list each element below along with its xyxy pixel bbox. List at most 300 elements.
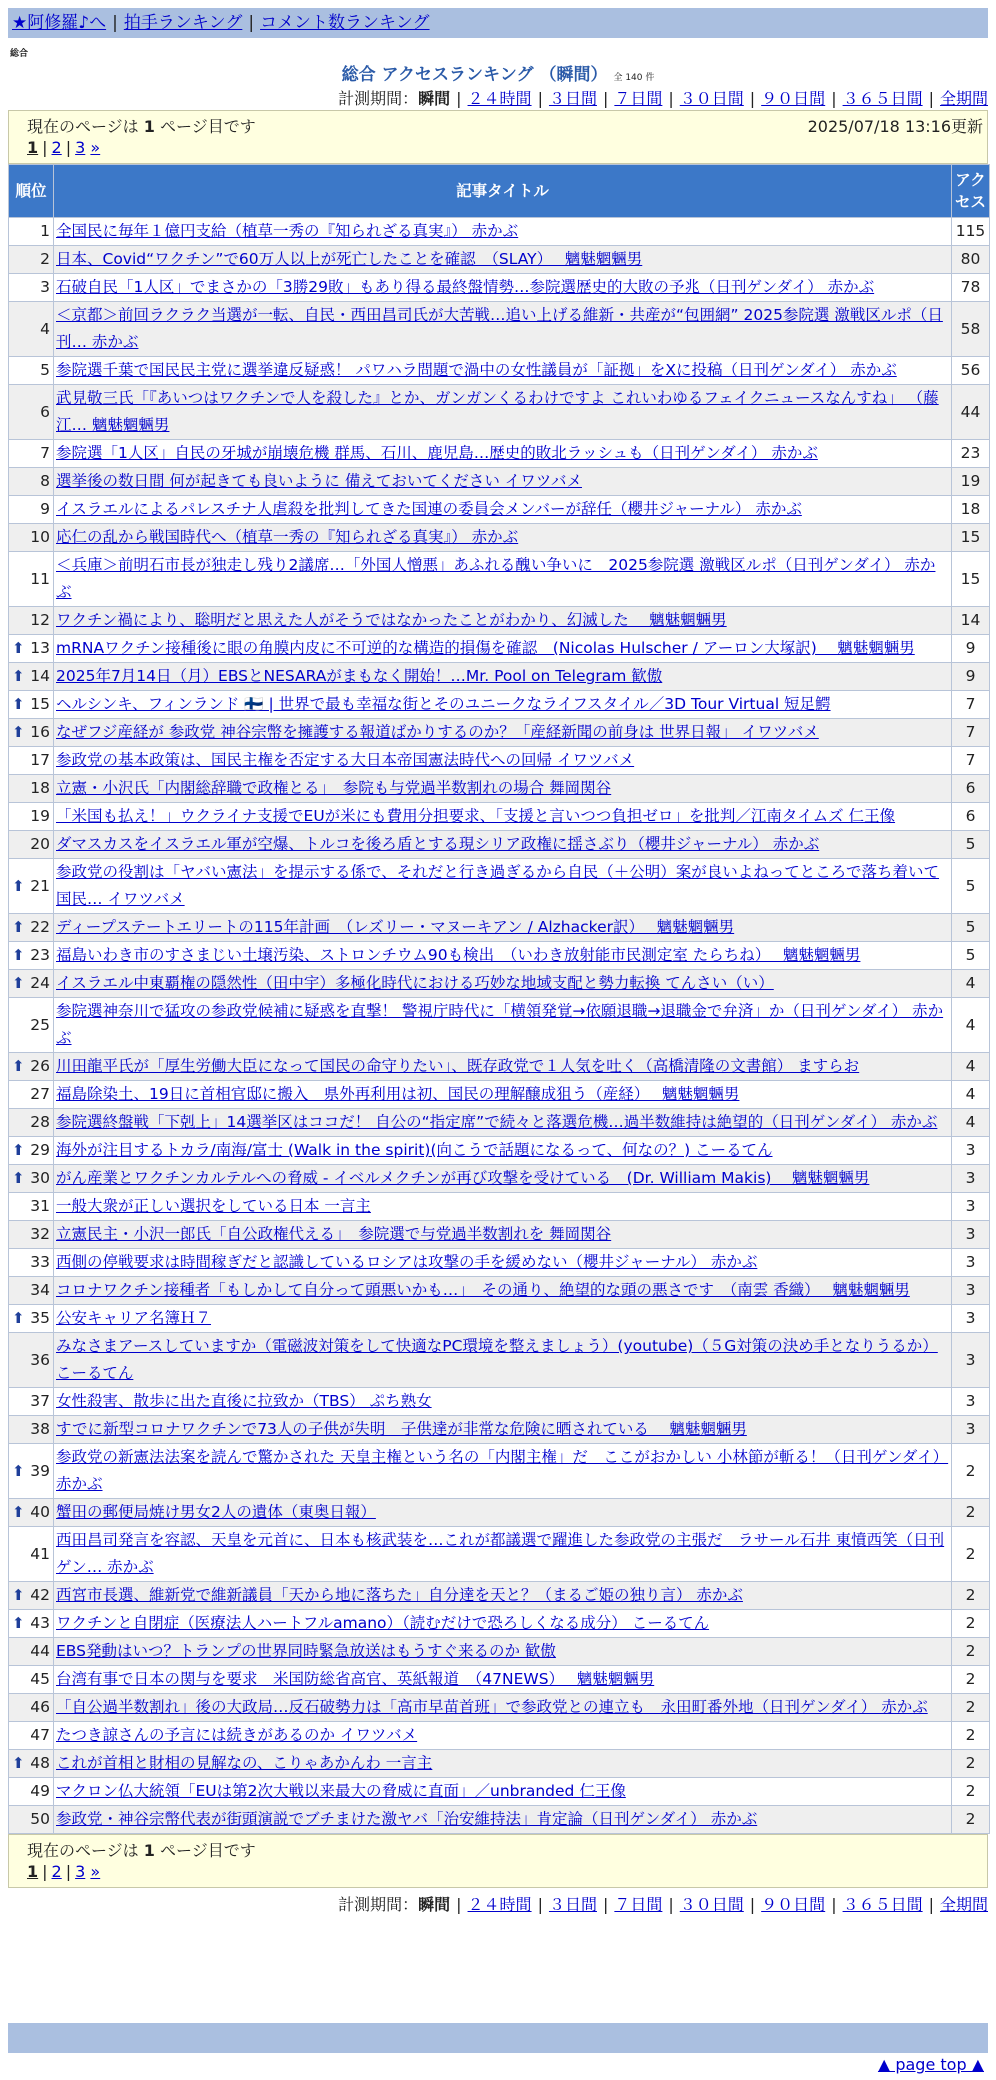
page-info-number: 1 bbox=[143, 117, 155, 136]
article-title-link[interactable]: ＜兵庫＞前明石市長が独走し残り2議席…「外国人憎悪」あふれる醜い争いに 2025参院選 激戦区ルポ（日刊ゲンダイ） 赤かぶ bbox=[56, 556, 936, 601]
current-page-text bbox=[27, 114, 256, 137]
rank-number: 31 bbox=[30, 1197, 50, 1215]
title-cell bbox=[54, 1582, 952, 1610]
rank-number: 3 bbox=[40, 278, 50, 296]
table-row bbox=[9, 1750, 990, 1778]
article-title-link[interactable]: 日本、Covid“ワクチン”で60万人以上が死亡したことを確認 （SLAY） 魑魅魍魎男 bbox=[56, 250, 643, 268]
article-title-link[interactable]: ＜京都＞前回ラクラク当選が一転、自民・西田昌司氏が大苦戦…追い上げる維新・共産が“包囲網” 2025参院選 激戦区ルポ（日刊… 赤かぶ bbox=[56, 306, 943, 351]
up-arrow-icon: ⬆ bbox=[12, 1141, 25, 1159]
rank-cell bbox=[9, 1722, 54, 1750]
pager-page[interactable]: 2 bbox=[51, 1862, 62, 1881]
rank-cell bbox=[9, 635, 54, 663]
title-cell bbox=[54, 524, 952, 552]
rank-cell bbox=[9, 1444, 54, 1499]
title-cell bbox=[54, 1249, 952, 1277]
article-title-link[interactable]: 一般大衆が正しい選択をしている日本 一言主 bbox=[56, 1197, 371, 1215]
page-info-number: 1 bbox=[143, 1841, 155, 1860]
title-cell bbox=[54, 1527, 952, 1582]
access-count: 3 bbox=[952, 1277, 990, 1305]
article-title-link[interactable]: 全国民に毎年１億円支給（植草一秀の『知られざる真実』） 赤かぶ bbox=[56, 222, 519, 240]
pager-page: 1 bbox=[27, 1862, 39, 1881]
table-row bbox=[9, 747, 990, 775]
table-row bbox=[9, 552, 990, 607]
up-arrow-icon: ⬆ bbox=[12, 1503, 25, 1521]
rank-cell bbox=[9, 246, 54, 274]
title-cell bbox=[54, 1277, 952, 1305]
access-count: 3 bbox=[952, 1388, 990, 1416]
pager-separator: | bbox=[65, 138, 72, 157]
article-title-link[interactable]: 西宮市長選、維新党で維新議員「天から地に落ちた」自分達を天と？（まるご姫の独り言） 赤かぶ bbox=[56, 1586, 743, 1604]
article-title-link[interactable]: 公安キャリア名簿Ｈ７ bbox=[56, 1309, 212, 1327]
article-title-link[interactable]: これが首相と財相の見解なの、こりゃあかんわ 一言主 bbox=[56, 1754, 433, 1772]
page-info-prefix: 現在のページは bbox=[27, 117, 139, 136]
period-option[interactable]: ９０日間 bbox=[761, 1895, 826, 1914]
title-cell bbox=[54, 246, 952, 274]
access-count: 15 bbox=[952, 524, 990, 552]
rank-number: 38 bbox=[30, 1420, 50, 1438]
period-option: 瞬間 bbox=[418, 89, 451, 108]
article-title-link[interactable]: 蟹田の郵便局焼け男女2人の遺体（東奥日報） bbox=[56, 1503, 376, 1521]
article-title-link[interactable]: コロナワクチン接種者「もしかして自分って頭悪いかも…」 その通り、絶望的な頭の悪さです （南雲 香織） 魑魅魍魎男 bbox=[56, 1281, 910, 1299]
article-title-link[interactable]: 参院選「1人区」自民の牙城が崩壊危機 群馬、石川、鹿児島…歴史的敗北ラッシュも（日刊ゲンダイ） 赤かぶ bbox=[56, 444, 818, 462]
rank-cell bbox=[9, 1109, 54, 1137]
total-count: 全 140 件 bbox=[613, 73, 655, 83]
access-count: 3 bbox=[952, 1221, 990, 1249]
title-cell bbox=[54, 1165, 952, 1193]
table-row bbox=[9, 496, 990, 524]
pager-bottom bbox=[27, 1862, 100, 1881]
pager-page[interactable]: 3 bbox=[75, 138, 86, 157]
title-cell bbox=[54, 1081, 952, 1109]
pager-page[interactable]: 2 bbox=[51, 138, 62, 157]
period-option[interactable]: ３日間 bbox=[548, 1895, 597, 1914]
period-separator: | bbox=[602, 1895, 609, 1914]
article-title-link[interactable]: ワクチンと自閉症（医療法人ハートフルamano）（読むだけで恐ろしくなる成分） こーるてん bbox=[56, 1614, 710, 1632]
article-title-link[interactable]: 武見敬三氏「『あいつはワクチンで人を殺した』とか、ガンガンくるわけですよ これいわゆるフェイクニュースなんすね」 （藤江… 魑魅魍魎男 bbox=[56, 389, 939, 434]
period-separator: | bbox=[537, 89, 543, 108]
title-cell bbox=[54, 859, 952, 914]
up-arrow-icon: ⬆ bbox=[12, 946, 25, 964]
rank-cell bbox=[9, 1806, 54, 1834]
period-separator: | bbox=[831, 1895, 837, 1914]
rank-number: 49 bbox=[30, 1782, 50, 1800]
title-cell bbox=[54, 1109, 952, 1137]
table-row bbox=[9, 1388, 990, 1416]
article-title-link[interactable]: 西田昌司発言を容認、天皇を元首に、日本も核武装を…これが都議選で躍進した参政党の主張だ ラサール石井 東憤西笑（日刊ゲン… 赤かぶ bbox=[56, 1531, 945, 1576]
article-title-link[interactable]: がん産業とワクチンカルテルへの脅威 - イベルメクチンが再び攻撃を受けている (Dr. William Makis) 魑魅魍魎男 bbox=[56, 1169, 870, 1187]
access-count: 2 bbox=[952, 1778, 990, 1806]
period-separator: | bbox=[668, 89, 674, 108]
rank-number: 4 bbox=[40, 319, 50, 338]
rank-number: 15 bbox=[30, 695, 50, 713]
table-row bbox=[9, 440, 990, 468]
table-row bbox=[9, 607, 990, 635]
rank-cell bbox=[9, 1249, 54, 1277]
access-count: 80 bbox=[952, 246, 990, 274]
table-row bbox=[9, 218, 990, 246]
rank-cell bbox=[9, 1750, 54, 1778]
table-row bbox=[9, 357, 990, 385]
title-cell bbox=[54, 1305, 952, 1333]
article-title-link[interactable]: 福島いわき市のすさまじい土壌汚染、ストロンチウム90も検出 （いわき放射能市民測定室 たらちね） 魑魅魍魎男 bbox=[56, 946, 861, 964]
title-cell bbox=[54, 1638, 952, 1666]
rank-number: 40 bbox=[30, 1503, 50, 1521]
access-count: 23 bbox=[952, 440, 990, 468]
article-title-link[interactable]: ワクチン禍により、聡明だと思えた人がそうではなかったことがわかり、幻滅した 魑魅魍魎男 bbox=[56, 611, 727, 629]
page-info-prefix: 現在のページは bbox=[27, 1841, 139, 1860]
article-title-link[interactable]: マクロン仏大統領「EUは第2次大戦以来最大の脅威に直面」／unbranded 仁王像 bbox=[56, 1782, 626, 1800]
table-row bbox=[9, 1081, 990, 1109]
table-row bbox=[9, 1277, 990, 1305]
access-count: 14 bbox=[952, 607, 990, 635]
access-count: 5 bbox=[952, 942, 990, 970]
article-title-link[interactable]: 選挙後の数日間 何が起きても良いように 備えておいてください イワツバメ bbox=[56, 472, 582, 490]
title-cell bbox=[54, 1666, 952, 1694]
article-title-link[interactable]: 西側の停戦要求は時間稼ぎだと認識しているロシアは攻撃の手を緩めない（櫻井ジャーナル） 赤かぶ bbox=[56, 1253, 758, 1271]
updated-timestamp: 2025/07/18 13:16更新 bbox=[807, 117, 983, 136]
access-count: 18 bbox=[952, 496, 990, 524]
article-title-link[interactable]: 2025年7月14日（月）EBSとNESARAがまもなく開始！…Mr. Pool on Telegram 歓傲 bbox=[56, 667, 663, 685]
up-arrow-icon: ⬆ bbox=[12, 1461, 25, 1480]
article-title-link[interactable]: イスラエル中東覇権の隠然性（田中宇）多極化時代における巧妙な地域支配と勢力転換 てんさい（い） bbox=[56, 974, 774, 992]
access-count: 5 bbox=[952, 914, 990, 942]
article-title-link[interactable]: イスラエルによるパレスチナ人虐殺を批判してきた国連の委員会メンバーが辞任（櫻井ジャーナル） 赤かぶ bbox=[56, 500, 802, 518]
rank-number: 33 bbox=[30, 1253, 50, 1271]
page-info-top bbox=[8, 110, 988, 164]
period-option[interactable]: ３６５日間 bbox=[842, 89, 923, 108]
article-title-link[interactable]: 立憲民主・小沢一郎氏「自公政権代える」 参院選で与党過半数割れを 舞岡関谷 bbox=[56, 1225, 612, 1243]
article-title-link[interactable]: 応仁の乱から戦国時代へ（植草一秀の『知られざる真実』） 赤かぶ bbox=[56, 528, 519, 546]
table-row bbox=[9, 1610, 990, 1638]
period-option[interactable]: 全期間 bbox=[939, 89, 988, 108]
rank-cell bbox=[9, 747, 54, 775]
period-separator: | bbox=[537, 1895, 543, 1914]
title-cell bbox=[54, 607, 952, 635]
rank-cell bbox=[9, 552, 54, 607]
rank-cell bbox=[9, 942, 54, 970]
article-title-link[interactable]: ダマスカスをイスラエル軍が空爆、トルコを後ろ盾とする現シリア政権に揺さぶり（櫻井ジャーナル） 赤かぶ bbox=[56, 835, 820, 853]
table-row bbox=[9, 719, 990, 747]
rank-number: 42 bbox=[30, 1586, 50, 1604]
article-title-link[interactable]: 石破自民「1人区」でまさかの「3勝29敗」もあり得る最終盤情勢…参院選歴史的大敗の予兆（日刊ゲンダイ） 赤かぶ bbox=[56, 278, 875, 296]
rank-number: 36 bbox=[30, 1350, 50, 1369]
article-title-link[interactable]: すでに新型コロナワクチンで73人の子供が失明 子供達が非常な危険に晒されている 魑魅魍魎男 bbox=[56, 1420, 747, 1438]
table-row bbox=[9, 914, 990, 942]
rank-number: 12 bbox=[30, 611, 50, 629]
rank-number: 23 bbox=[30, 946, 50, 964]
rank-number: 26 bbox=[30, 1057, 50, 1075]
table-row bbox=[9, 1221, 990, 1249]
title-cell bbox=[54, 719, 952, 747]
period-separator: | bbox=[456, 1895, 462, 1914]
article-title-link[interactable]: 海外が注目するトカラ/南海/富士 (Walk in the spirit)(向こうで話題になるって、何なの？) こーるてん bbox=[56, 1141, 773, 1159]
pager-next[interactable]: » bbox=[90, 1862, 101, 1881]
rank-number: 37 bbox=[30, 1392, 50, 1410]
rank-number: 18 bbox=[30, 779, 50, 797]
article-title-link[interactable]: たつき諒さんの予言には続きがあるのか イワツバメ bbox=[56, 1726, 418, 1744]
rank-cell bbox=[9, 914, 54, 942]
period-selector-top bbox=[338, 86, 988, 109]
rank-number: 43 bbox=[30, 1614, 50, 1632]
period-label: 計測期間： bbox=[338, 1895, 419, 1914]
period-option[interactable]: ３６５日間 bbox=[842, 1895, 923, 1914]
rank-cell bbox=[9, 496, 54, 524]
rank-cell bbox=[9, 1081, 54, 1109]
ranking-table bbox=[8, 164, 990, 1834]
title-cell bbox=[54, 1221, 952, 1249]
access-count: 3 bbox=[952, 1416, 990, 1444]
comment-ranking-link[interactable]: コメント数ランキング bbox=[260, 13, 430, 33]
access-count: 6 bbox=[952, 775, 990, 803]
clap-ranking-link[interactable]: 拍手ランキング bbox=[123, 13, 243, 33]
rank-cell bbox=[9, 1610, 54, 1638]
rank-cell bbox=[9, 607, 54, 635]
rank-cell bbox=[9, 691, 54, 719]
article-title-link[interactable]: EBS発動はいつ？トランプの世界同時緊急放送はもうすぐ来るのか 歓傲 bbox=[56, 1642, 556, 1660]
access-count: 115 bbox=[952, 218, 990, 246]
title-cell bbox=[54, 635, 952, 663]
article-title-link[interactable]: 台湾有事で日本の関与を要求 米国防総省高官、英紙報道 （47NEWS） 魑魅魍魎男 bbox=[56, 1670, 655, 1688]
table-row bbox=[9, 1638, 990, 1666]
table-row bbox=[9, 1109, 990, 1137]
access-count: 4 bbox=[952, 1081, 990, 1109]
period-option[interactable]: ３０日間 bbox=[679, 1895, 744, 1914]
rank-cell bbox=[9, 1778, 54, 1806]
pager-top bbox=[27, 138, 100, 157]
title-cell bbox=[54, 1053, 952, 1081]
rank-number: 34 bbox=[30, 1281, 50, 1299]
pager-separator: | bbox=[42, 1862, 48, 1881]
title-cell bbox=[54, 1333, 952, 1388]
pager-page[interactable]: 3 bbox=[75, 1862, 86, 1881]
article-title-link[interactable]: 「自公過半数割れ」後の大政局…反石破勢力は「高市早苗首班」で参政党との連立も 永田町番外地（日刊ゲンダイ） 赤かぶ bbox=[56, 1698, 928, 1716]
table-row bbox=[9, 831, 990, 859]
page-info-suffix: ページ目です bbox=[160, 1841, 256, 1860]
article-title-link[interactable]: 参政党の役割は「ヤバい憲法」を提示する係で、それだと行き過ぎるから自民（＋公明）案が良いよねってところで落ち着いて国民… イワツバメ bbox=[56, 863, 940, 908]
rank-cell bbox=[9, 1582, 54, 1610]
site-label: 総合 bbox=[10, 49, 29, 59]
period-option[interactable]: ３日間 bbox=[548, 89, 597, 108]
up-arrow-icon: ⬆ bbox=[12, 974, 25, 992]
access-count: 3 bbox=[952, 1137, 990, 1165]
rank-column-header: 順位 bbox=[9, 165, 54, 218]
rank-number: 50 bbox=[30, 1810, 50, 1828]
pager-separator: | bbox=[65, 1862, 72, 1881]
title-cell bbox=[54, 1193, 952, 1221]
article-title-link[interactable]: 参政党の新憲法法案を読んで驚かされた 天皇主権という名の「内閣主権」だ ここがおかしい 小林節が斬る！（日刊ゲンダイ） 赤かぶ bbox=[56, 1448, 949, 1493]
page-info-suffix: ページ目です bbox=[160, 117, 256, 136]
up-arrow-icon: ⬆ bbox=[12, 1309, 25, 1327]
rank-cell bbox=[9, 998, 54, 1053]
period-separator: | bbox=[456, 89, 462, 108]
table-row bbox=[9, 635, 990, 663]
access-count: 9 bbox=[952, 635, 990, 663]
title-column-header: 記事タイトル bbox=[54, 165, 952, 218]
period-separator: | bbox=[831, 89, 837, 108]
access-count: 7 bbox=[952, 691, 990, 719]
table-row bbox=[9, 859, 990, 914]
period-separator: | bbox=[928, 1895, 934, 1914]
access-count: 4 bbox=[952, 1109, 990, 1137]
article-title-link[interactable]: 福島除染土、19日に首相官邸に搬入 県外再利用は初、国民の理解醸成狙う（産経） 魑魅魍魎男 bbox=[56, 1085, 740, 1103]
rank-number: 29 bbox=[30, 1141, 50, 1159]
access-count: 2 bbox=[952, 1499, 990, 1527]
table-row bbox=[9, 385, 990, 440]
table-row bbox=[9, 468, 990, 496]
rank-cell bbox=[9, 1527, 54, 1582]
table-row bbox=[9, 274, 990, 302]
title-cell bbox=[54, 831, 952, 859]
title-cell bbox=[54, 998, 952, 1053]
article-title-link[interactable]: 参院選千葉で国民民主党に選挙違反疑惑！ パワハラ問題で渦中の女性議員が「証拠」をXに投稿（日刊ゲンダイ） 赤かぶ bbox=[56, 361, 897, 379]
rank-number: 14 bbox=[30, 667, 50, 685]
title-cell bbox=[54, 747, 952, 775]
rank-number: 11 bbox=[30, 569, 50, 588]
rank-number: 13 bbox=[30, 639, 50, 657]
article-title-link[interactable]: みなさまアースしていますか（電磁波対策をして快適なPC環境を整えましょう）(youtube)（５G対策の決め手となりうるか） こーるてん bbox=[56, 1337, 938, 1382]
rank-cell bbox=[9, 1053, 54, 1081]
title-cell bbox=[54, 496, 952, 524]
access-count: 15 bbox=[952, 552, 990, 607]
access-count: 2 bbox=[952, 1666, 990, 1694]
title-cell bbox=[54, 1499, 952, 1527]
access-count: 5 bbox=[952, 831, 990, 859]
table-row bbox=[9, 1053, 990, 1081]
table-row bbox=[9, 302, 990, 357]
table-row bbox=[9, 1193, 990, 1221]
access-count: 2 bbox=[952, 1582, 990, 1610]
title-cell bbox=[54, 1778, 952, 1806]
title-cell bbox=[54, 1388, 952, 1416]
rank-cell bbox=[9, 1165, 54, 1193]
title-cell bbox=[54, 942, 952, 970]
rank-cell bbox=[9, 302, 54, 357]
access-count: 19 bbox=[952, 468, 990, 496]
article-title-link[interactable]: 「米国も払え！」ウクライナ支援でEUが米にも費用分担要求、「支援と言いつつ負担ゼロ」を批判／江南タイムズ 仁王像 bbox=[56, 807, 896, 825]
rank-cell bbox=[9, 385, 54, 440]
period-option[interactable]: ２４時間 bbox=[467, 1895, 532, 1914]
article-title-link[interactable]: 参院選神奈川で猛攻の参政党候補に疑惑を直撃！ 警視庁時代に「横領発覚→依願退職→退職金で弁済」か（日刊ゲンダイ） 赤かぶ bbox=[56, 1002, 944, 1047]
page-info-bottom bbox=[8, 1834, 988, 1888]
up-arrow-icon: ⬆ bbox=[12, 876, 25, 895]
article-title-link[interactable]: 立憲・小沢氏「内閣総辞職で政権とる」 参院も与党過半数割れの場合 舞岡関谷 bbox=[56, 779, 612, 797]
period-option[interactable]: 全期間 bbox=[939, 1895, 988, 1914]
access-count: 4 bbox=[952, 998, 990, 1053]
table-row bbox=[9, 691, 990, 719]
access-count: 2 bbox=[952, 1722, 990, 1750]
ranking-header-row bbox=[9, 165, 990, 218]
rank-cell bbox=[9, 274, 54, 302]
title-cell bbox=[54, 1722, 952, 1750]
title-cell bbox=[54, 775, 952, 803]
access-count: 7 bbox=[952, 747, 990, 775]
period-separator: | bbox=[749, 1895, 756, 1914]
rank-cell bbox=[9, 524, 54, 552]
access-count: 2 bbox=[952, 1610, 990, 1638]
table-row bbox=[9, 1416, 990, 1444]
rank-cell bbox=[9, 1277, 54, 1305]
article-title-link[interactable]: 参政党・神谷宗幣代表が街頭演説でブチまけた激ヤバ「治安維持法」肯定論（日刊ゲンダイ） 赤かぶ bbox=[56, 1810, 758, 1828]
count-column-header: アクセス bbox=[952, 165, 990, 218]
access-count: 5 bbox=[952, 859, 990, 914]
pager-next[interactable]: » bbox=[90, 138, 101, 157]
article-title-link[interactable]: 参政党の基本政策は、国民主権を否定する大日本帝国憲法時代への回帰 イワツバメ bbox=[56, 751, 635, 769]
title-cell bbox=[54, 1137, 952, 1165]
access-count: 4 bbox=[952, 1053, 990, 1081]
article-title-link[interactable]: ヘルシンキ、フィンランド 🇫🇮 | 世界で最も幸福な街とそのユニークなライフスタイル／3D Tour Virtual 短足鰐 bbox=[56, 695, 831, 713]
period-separator: | bbox=[602, 89, 609, 108]
period-option[interactable]: ３０日間 bbox=[679, 89, 744, 108]
period-option[interactable]: ９０日間 bbox=[761, 89, 826, 108]
rank-number: 17 bbox=[30, 751, 50, 769]
article-title-link[interactable]: 参院選終盤戦「下剋上」14選挙区はココだ！ 自公の“指定席”で続々と落選危機…過半数維持は絶望的（日刊ゲンダイ） 赤かぶ bbox=[56, 1113, 938, 1131]
table-row bbox=[9, 775, 990, 803]
current-page-text-bottom bbox=[27, 1838, 256, 1861]
table-row bbox=[9, 1722, 990, 1750]
article-title-link[interactable]: なぜフジ産経が 参政党 神谷宗幣を擁護する報道ばかりするのか？「産経新聞の前身は 世界日報」 イワツバメ bbox=[56, 723, 819, 741]
rank-cell bbox=[9, 218, 54, 246]
rank-number: 25 bbox=[30, 1015, 50, 1034]
access-count: 44 bbox=[952, 385, 990, 440]
title-cell bbox=[54, 385, 952, 440]
period-option: 瞬間 bbox=[418, 1895, 451, 1914]
rank-cell bbox=[9, 970, 54, 998]
period-option[interactable]: ７日間 bbox=[614, 89, 663, 108]
home-link[interactable]: ★阿修羅♪へ bbox=[12, 13, 107, 33]
table-row bbox=[9, 803, 990, 831]
rank-number: 9 bbox=[40, 500, 50, 518]
table-row bbox=[9, 1137, 990, 1165]
footer-bar bbox=[8, 2023, 988, 2053]
table-row bbox=[9, 246, 990, 274]
period-option[interactable]: ２４時間 bbox=[467, 89, 532, 108]
article-title-link[interactable]: ディープステートエリートの115年計画 （レズリー・マヌーキアン / Alzhacker訳） 魑魅魍魎男 bbox=[56, 918, 735, 936]
article-title-link[interactable]: 川田龍平氏が「厚生労働大臣になって国民の命守りたい」、既存政党で１人気を吐く（高橋清隆の文書館） ますらお bbox=[56, 1057, 860, 1075]
rank-number: 2 bbox=[40, 250, 50, 268]
access-count: 78 bbox=[952, 274, 990, 302]
page-top-link[interactable]: ▲ page top ▲ bbox=[877, 2055, 984, 2074]
up-arrow-icon: ⬆ bbox=[12, 1614, 25, 1632]
rank-number: 8 bbox=[40, 472, 50, 490]
page-title-text: 総合 アクセスランキング （瞬間） bbox=[341, 65, 608, 85]
rank-cell bbox=[9, 1694, 54, 1722]
rank-cell bbox=[9, 1388, 54, 1416]
rank-cell bbox=[9, 1137, 54, 1165]
title-cell bbox=[54, 1444, 952, 1499]
up-arrow-icon: ⬆ bbox=[12, 1169, 25, 1187]
period-option[interactable]: ７日間 bbox=[614, 1895, 663, 1914]
rank-cell bbox=[9, 1416, 54, 1444]
access-count: 2 bbox=[952, 1750, 990, 1778]
rank-number: 24 bbox=[30, 974, 50, 992]
title-cell bbox=[54, 691, 952, 719]
access-count: 58 bbox=[952, 302, 990, 357]
period-separator: | bbox=[928, 89, 934, 108]
up-arrow-icon: ⬆ bbox=[12, 1754, 25, 1772]
table-row bbox=[9, 1249, 990, 1277]
rank-number: 39 bbox=[30, 1461, 50, 1480]
article-title-link[interactable]: 女性殺害、散歩に出た直後に拉致か（TBS） ぷち熟女 bbox=[56, 1392, 432, 1410]
article-title-link[interactable]: mRNAワクチン接種後に眼の角膜内皮に不可逆的な構造的損傷を確認 (Nicolas Hulscher / アーロン大塚訳) 魑魅魍魎男 bbox=[56, 639, 915, 657]
table-row bbox=[9, 970, 990, 998]
title-cell bbox=[54, 468, 952, 496]
title-cell bbox=[54, 552, 952, 607]
title-cell bbox=[54, 663, 952, 691]
up-arrow-icon: ⬆ bbox=[12, 695, 25, 713]
up-arrow-icon: ⬆ bbox=[12, 723, 25, 741]
rank-cell bbox=[9, 1193, 54, 1221]
title-cell bbox=[54, 1694, 952, 1722]
